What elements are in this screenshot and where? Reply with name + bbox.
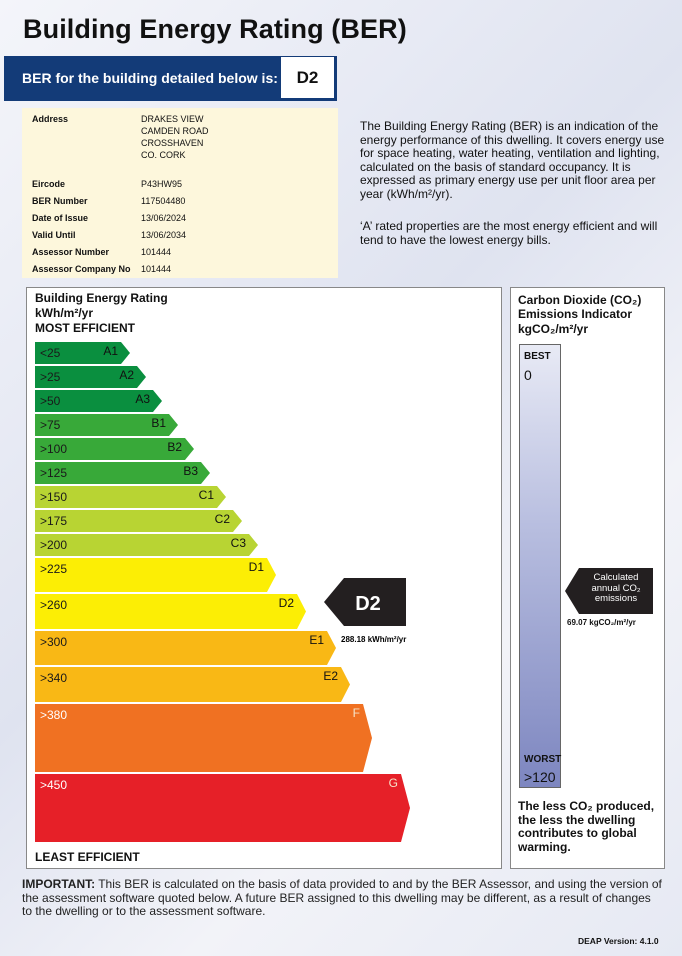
ber-banner-label: BER for the building detailed below is:	[22, 70, 278, 86]
band-range-label: >260	[40, 598, 68, 612]
band-f	[35, 704, 372, 772]
co2-calculated-value: 69.07 kgCO₂/m²/yr	[567, 618, 636, 627]
co2-worst-value: >120	[524, 769, 556, 785]
band-range-label: >175	[40, 514, 68, 528]
co2-worst-label: WORST	[524, 754, 562, 765]
band-grade-label: F	[352, 706, 360, 720]
ber-number-value: 117504480	[141, 196, 186, 206]
band-range-label: >125	[40, 466, 68, 480]
date-of-issue-value: 13/06/2024	[141, 213, 187, 223]
co2-indicator-panel	[510, 287, 665, 869]
co2-unit: kgCO₂/m²/yr	[518, 322, 589, 336]
address-line: CO. CORK	[141, 150, 186, 160]
band-grade-label: A2	[119, 368, 134, 382]
band-range-label: >100	[40, 442, 68, 456]
energy-rating-chart	[26, 287, 502, 869]
ber-description-note: ‘A’ rated properties are the most energy efficient and will tend to have the lowest energy bills.	[360, 219, 658, 247]
current-rating-label: D2	[355, 593, 381, 615]
co2-best-value: 0	[524, 367, 532, 383]
band-grade-label: B1	[151, 416, 166, 430]
band-range-label: >50	[40, 394, 61, 408]
band-grade-label: G	[388, 776, 398, 790]
ber-rating-box: D2	[280, 56, 335, 99]
ber-description: The Building Energy Rating (BER) is an indication of the energy performance of this dwelling. It covers energy use for space heating, water heating, ventilation and lighting, calculated on the basis of standard occupancy. It is expressed as primary energy use per unit floor area per year (kWh/m²/yr).	[360, 119, 665, 201]
band-grade-label: A1	[103, 344, 118, 358]
deap-version: DEAP Version: 4.1.0	[578, 936, 659, 946]
ber-banner	[4, 56, 337, 101]
important-label: IMPORTANT:	[22, 877, 96, 891]
eircode-value: P43HW95	[141, 179, 183, 189]
rating-bands-svg	[27, 288, 501, 868]
valid-until-value: 13/06/2034	[141, 230, 187, 240]
address-line: DRAKES VIEW	[141, 114, 204, 124]
band-grade-label: B3	[183, 464, 198, 478]
chart-unit: kWh/m²/yr	[35, 306, 94, 320]
co2-best-label: BEST	[524, 351, 551, 362]
band-range-label: >340	[40, 671, 68, 685]
eircode-label: Eircode	[32, 179, 66, 189]
co2-footer-text: The less CO₂ produced, the less the dwelling contributes to global warming.	[518, 799, 655, 854]
band-grade-label: C2	[214, 512, 230, 526]
band-grade-label: A3	[135, 392, 150, 406]
band-grade-label: E2	[323, 669, 338, 683]
band-e2	[35, 667, 350, 702]
band-d1	[35, 558, 276, 592]
address-line: CAMDEN ROAD	[141, 126, 209, 136]
band-range-label: >200	[40, 538, 68, 552]
band-g	[35, 774, 410, 842]
band-grade-label: C3	[230, 536, 246, 550]
assessor-number-label: Assessor Number	[32, 247, 110, 257]
page-title: Building Energy Rating (BER)	[23, 14, 407, 44]
chart-title: Building Energy Rating	[35, 291, 168, 305]
assessor-company-value: 101444	[141, 264, 172, 274]
band-grade-label: B2	[167, 440, 182, 454]
band-grade-label: E1	[309, 633, 324, 647]
address-line: CROSSHAVEN	[141, 138, 204, 148]
co2-calculated-label: Calculated annual CO₂ emissions	[591, 572, 641, 604]
address-label: Address	[32, 114, 69, 124]
least-efficient-label: LEAST EFFICIENT	[35, 850, 140, 864]
band-grade-label: D2	[278, 596, 294, 610]
assessor-company-label: Assessor Company No	[32, 264, 131, 274]
band-grade-label: D1	[248, 560, 264, 574]
band-d2	[35, 594, 306, 629]
current-rating-value: 288.18 kWh/m²/yr	[341, 635, 407, 644]
band-c3	[35, 534, 258, 556]
band-range-label: >75	[40, 418, 61, 432]
co2-scale-bar	[519, 344, 561, 788]
band-range-label: >150	[40, 490, 68, 504]
building-details-panel	[22, 108, 338, 278]
band-e1	[35, 631, 336, 665]
band-range-label: >25	[40, 370, 61, 384]
band-range-label: >380	[40, 708, 68, 722]
band-range-label: >225	[40, 562, 68, 576]
band-grade-label: C1	[198, 488, 214, 502]
most-efficient-label: MOST EFFICIENT	[35, 321, 135, 335]
co2-title: Carbon Dioxide (CO₂) Emissions Indicator	[518, 293, 642, 321]
assessor-number-value: 101444	[141, 247, 172, 257]
valid-until-label: Valid Until	[32, 230, 76, 240]
band-range-label: <25	[40, 346, 61, 360]
important-text: This BER is calculated on the basis of data provided to and by the BER Assessor, and using the version of the assessment software quoted below. A future BER assigned to this dwelling may be different, as a result of changes to the dwelling or to the assessment software.	[22, 877, 662, 918]
band-range-label: >300	[40, 635, 68, 649]
band-range-label: >450	[40, 778, 68, 792]
date-of-issue-label: Date of Issue	[32, 213, 89, 223]
ber-number-label: BER Number	[32, 196, 88, 206]
important-notice	[22, 878, 662, 919]
